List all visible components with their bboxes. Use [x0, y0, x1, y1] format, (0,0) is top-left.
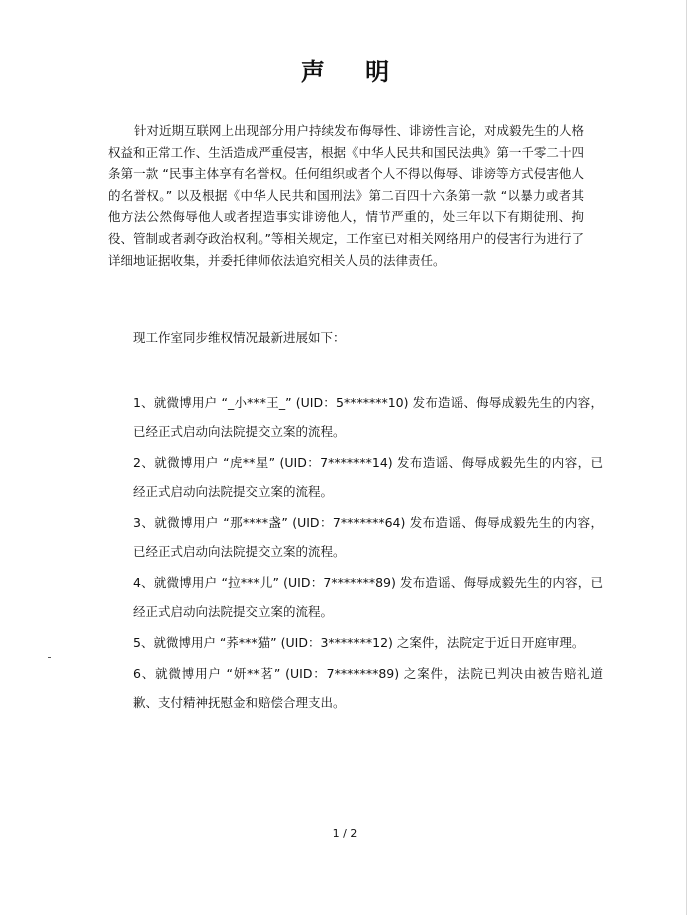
progress-intro: 现工作室同步维权情况最新进展如下： [133, 330, 346, 345]
list-item: 2、就微博用户 “虎**星” (UID：7*******14) 发布造谣、侮辱成毅先生的内容，已经正式启动向法院提交立案的流程。 [133, 455, 603, 499]
list-item: 1、就微博用户 “_小***王_” (UID：5*******10) 发布造谣、侮辱成毅先生的内容，已经正式启动向法院提交立案的流程。 [133, 395, 603, 439]
list-item: 5、就微博用户 “荞***猫” (UID：3*******12) 之案件，法院定于近日开庭审理。 [133, 635, 585, 650]
list-item: 3、就微博用户 “那****盏” (UID：7*******64) 发布造谣、侮辱成毅先生的内容，已经正式启动向法院提交立案的流程。 [133, 515, 603, 559]
statement-paragraph: 针对近期互联网上出现部分用户持续发布侮辱性、诽谤性言论，对成毅先生的人格权益和正常工作、生活造成严重侵害，根据《中华人民共和国民法典》第一千零二十四条第一款 “民事主体享有名誉权。任何组织或者个人不得以侮辱、诽谤等方式侵害他人的名誉权。” 以及根据《中华人民共和国刑法》第二百四十六条第一款 “以暴力或者其他方法公然侮辱他人或者捏造事实诽谤他人，情节严重的，处三年以下有期徒刑、拘役、管制或者剥夺政治权利。”等相关规定，工作室已对相关网络用户的侵害行为进行了详细地证据收集，并委托律师依法追究相关人员的法律责任。 [108, 123, 585, 268]
list-item: 4、就微博用户 “拉***儿” (UID：7*******89) 发布造谣、侮辱成毅先生的内容，已经正式启动向法院提交立案的流程。 [133, 575, 603, 619]
progress-list [133, 388, 603, 719]
page-title: 声 明 [300, 57, 406, 86]
list-item: 6、就微博用户 “妍**茗” (UID：7*******89) 之案件，法院已判决由被告赔礼道歉、支付精神抚慰金和赔偿合理支出。 [133, 666, 603, 710]
scan-edge-line [686, 0, 687, 915]
scan-speck [48, 657, 51, 658]
page-number: 1 / 2 [332, 827, 358, 840]
